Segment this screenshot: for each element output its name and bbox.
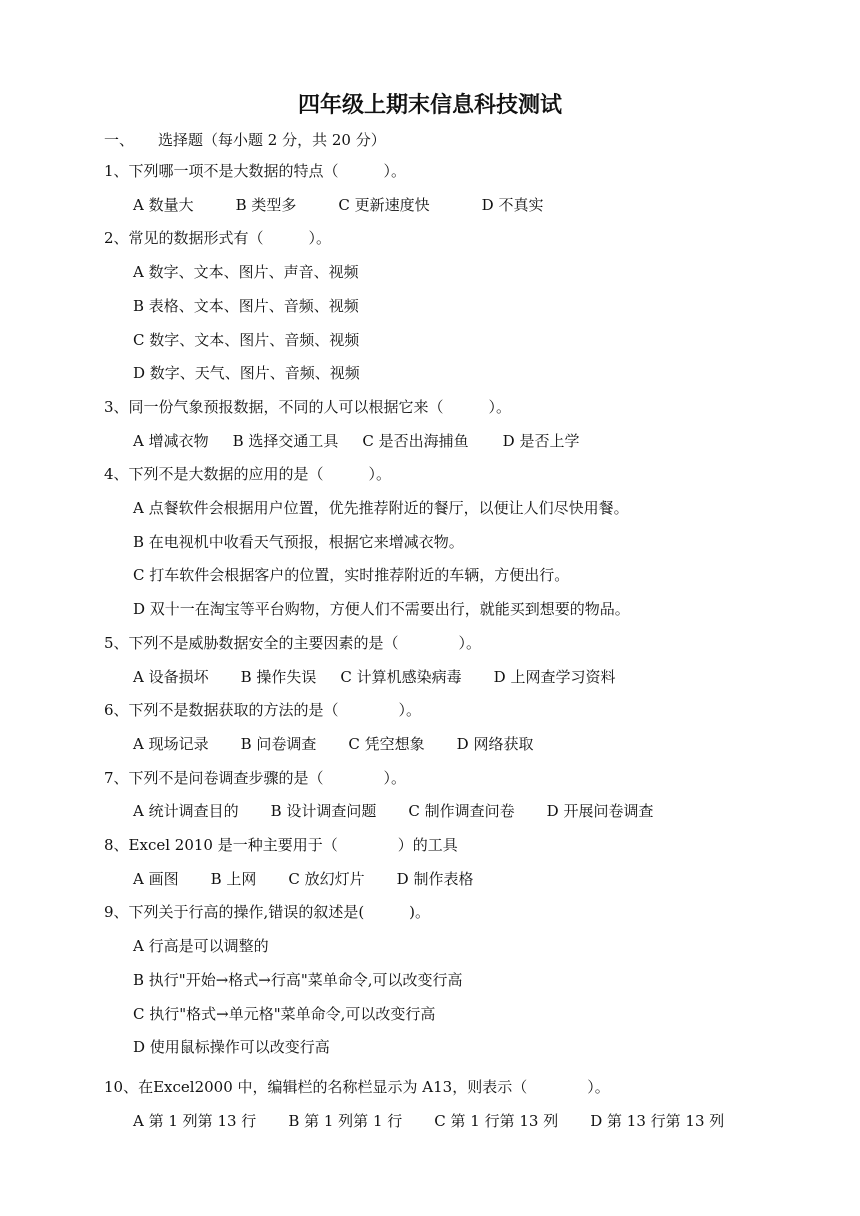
question-7-option-d[interactable]: D 开展问卷调查 [546, 802, 654, 821]
question-5-option-b[interactable]: B 操作失误 [240, 667, 317, 686]
question-4-option-a[interactable]: A 点餐软件会根据用户位置，优先推荐附近的餐厅，以便让人们尽快用餐。 [133, 499, 629, 517]
page-title: 四年级上期末信息科技测试 [297, 93, 562, 118]
question-3-option-c[interactable]: C 是否出海捕鱼 [362, 431, 469, 450]
question-7-option-a[interactable]: A 统计调查目的 [133, 802, 239, 821]
question-6-option-a[interactable]: A 现场记录 [133, 734, 209, 753]
question-5-option-a[interactable]: A 设备损坏 [133, 667, 209, 686]
question-7-option-c[interactable]: C 制作调查问卷 [408, 802, 515, 821]
question-6-option-b[interactable]: B 问卷调查 [240, 734, 317, 753]
question-9-text: 9、下列关于行高的操作,错误的叙述是( )。 [104, 903, 431, 922]
question-8-option-a[interactable]: A 画图 [133, 869, 179, 888]
question-10-text: 10、在Excel2000 中，编辑栏的名称栏显示为 A13，则表示（ ）。 [104, 1077, 610, 1096]
section-label: 选择题（每小题 2 分，共 20 分） [158, 131, 386, 149]
question-1-text: 1、下列哪一项不是大数据的特点（ ）。 [104, 162, 407, 180]
question-6-option-d[interactable]: D 网络获取 [456, 734, 534, 753]
question-2-option-b[interactable]: B 表格、文本、图片、音频、视频 [133, 296, 359, 315]
question-3-options [133, 430, 579, 452]
question-9-option-a[interactable]: A 行高是可以调整的 [133, 937, 269, 956]
question-8-option-d[interactable]: D 制作表格 [396, 869, 474, 888]
question-2-text: 2、常见的数据形式有（ ）。 [104, 229, 332, 248]
section-number: 一、 [104, 131, 135, 149]
question-10-option-d[interactable]: D 第 13 行第 13 列 [590, 1111, 725, 1130]
question-10-option-b[interactable]: B 第 1 列第 1 行 [288, 1111, 403, 1130]
question-7-option-b[interactable]: B 设计调查问题 [270, 802, 377, 821]
question-10-option-c[interactable]: C 第 1 行第 13 列 [434, 1111, 559, 1130]
question-1-option-b[interactable]: B 类型多 [235, 195, 297, 214]
question-10-option-a[interactable]: A 第 1 列第 13 行 [133, 1111, 257, 1130]
question-4-option-c[interactable]: C 打车软件会根据客户的位置，实时推荐附近的车辆，方便出行。 [133, 566, 570, 585]
question-2-option-c[interactable]: C 数字、文本、图片、音频、视频 [133, 330, 360, 349]
question-6-options [133, 733, 533, 755]
question-4-option-d[interactable]: D 双十一在淘宝等平台购物，方便人们不需要出行，就能买到想要的物品。 [133, 600, 630, 619]
question-10-options [133, 1110, 724, 1132]
question-7-text: 7、下列不是问卷调查步骤的是（ ）。 [104, 768, 407, 787]
question-3-text: 3、同一份气象预报数据，不同的人可以根据它来（ ）。 [104, 397, 512, 416]
question-1-option-a[interactable]: A 数量大 [133, 195, 194, 214]
question-5-options [133, 666, 615, 688]
question-3-option-a[interactable]: A 增减衣物 [133, 431, 209, 450]
question-3-option-b[interactable]: B 选择交通工具 [232, 431, 339, 450]
question-7-options [133, 800, 653, 822]
question-1-option-c[interactable]: C 更新速度快 [338, 195, 430, 214]
question-2-option-a[interactable]: A 数字、文本、图片、声音、视频 [133, 263, 359, 282]
question-6-option-c[interactable]: C 凭空想象 [348, 734, 425, 753]
question-5-option-c[interactable]: C 计算机感染病毒 [340, 667, 462, 686]
section-heading [104, 129, 386, 151]
question-5-option-d[interactable]: D 上网查学习资料 [493, 667, 616, 686]
question-5-text: 5、下列不是威胁数据安全的主要因素的是（ ）。 [104, 633, 482, 652]
question-4-option-b[interactable]: B 在电视机中收看天气预报，根据它来增减衣物。 [133, 532, 464, 551]
question-8-text: 8、Excel 2010 是一种主要用于（ ）的工具 [104, 836, 458, 854]
question-1-option-d[interactable]: D 不真实 [481, 195, 544, 214]
question-1-options [133, 194, 543, 216]
question-9-option-d[interactable]: D 使用鼠标操作可以改变行高 [133, 1038, 330, 1057]
question-2-option-d[interactable]: D 数字、天气、图片、音频、视频 [133, 364, 360, 383]
question-8-option-c[interactable]: C 放幻灯片 [288, 869, 365, 888]
question-9-option-c[interactable]: C 执行"格式→单元格"菜单命令,可以改变行高 [133, 1004, 436, 1023]
question-6-text: 6、下列不是数据获取的方法的是（ ）。 [104, 701, 422, 720]
question-4-text: 4、下列不是大数据的应用的是（ ）。 [104, 465, 392, 484]
question-9-option-b[interactable]: B 执行"开始→格式→行高"菜单命令,可以改变行高 [133, 970, 463, 989]
question-8-option-b[interactable]: B 上网 [210, 869, 257, 888]
question-8-options [133, 868, 473, 890]
question-3-option-d[interactable]: D 是否上学 [502, 431, 580, 450]
